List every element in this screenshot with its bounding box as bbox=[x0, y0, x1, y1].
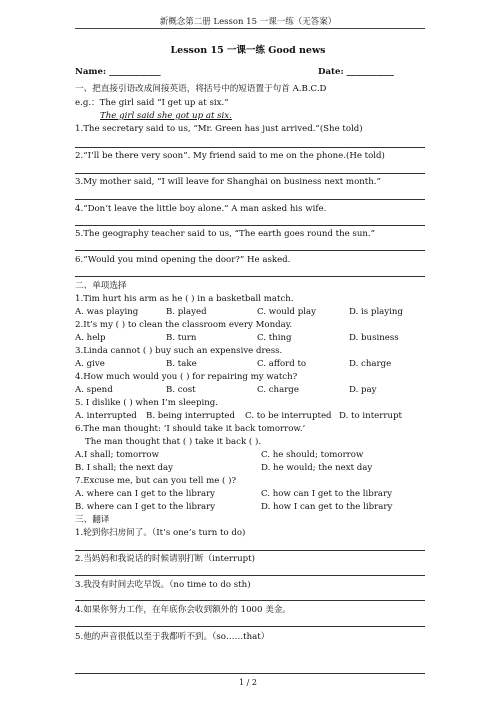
rewrite-item-5: 5.The geography teacher said to us, “The earth goes round the sun.” bbox=[75, 229, 376, 239]
q6-option-b: B. I shall; the next day bbox=[75, 463, 174, 473]
rewrite-item-1: 1.The secretary said to us, “Mr. Green has just arrived.”(She told) bbox=[75, 124, 363, 134]
rewrite-item-6: 6.“Would you mind opening the door?” He asked. bbox=[75, 255, 291, 265]
q5-option-b: B. being interrupted bbox=[146, 411, 235, 421]
q3-option-c: C. afford to bbox=[257, 359, 307, 369]
q7-option-c: C. how can I get to the library bbox=[261, 489, 392, 499]
section2-heading: 二、单项选择 bbox=[75, 281, 127, 291]
translate-line-3 bbox=[75, 600, 425, 601]
question-3: 3.Linda cannot ( ) buy such an expensive dress. bbox=[75, 346, 283, 356]
q7-option-a: A. where can I get to the library bbox=[75, 489, 216, 499]
page-number: 1 / 2 bbox=[239, 678, 257, 687]
q7-option-b: B. where can I get to the library bbox=[75, 502, 216, 512]
translate-item-2: 2.当妈妈和我说话的时候请别打断（interrupt) bbox=[75, 554, 255, 564]
q5-option-a: A. interrupted bbox=[75, 411, 137, 421]
question-5: 5. I dislike ( ) when I’m sleeping. bbox=[75, 398, 219, 408]
question-4: 4.How much would you ( ) for repairing my watch? bbox=[75, 372, 298, 382]
question-2: 2.It’s my ( ) to clean the classroom every Monday. bbox=[75, 320, 293, 330]
q2-option-a: A. help bbox=[75, 333, 106, 343]
date-field-label: Date: ___________ bbox=[318, 67, 394, 77]
answer-line-2 bbox=[75, 173, 425, 174]
running-header: 新概念第二册 Lesson 15 一课一练（无答案） bbox=[159, 17, 337, 27]
header-rule bbox=[75, 28, 425, 29]
q2-option-d: D. business bbox=[349, 333, 399, 343]
translate-item-3: 3.我没有时间去吃早饭。（no time to do sth) bbox=[75, 580, 251, 590]
q5-option-c: C. to be interrupted bbox=[245, 411, 332, 421]
translate-line-5 bbox=[75, 673, 425, 674]
question-1: 1.Tim hurt his arm as he ( ) in a basketball match. bbox=[75, 294, 294, 304]
answer-line-6 bbox=[75, 276, 425, 277]
translate-item-1: 1.轮到你扫房间了。（It’s one’s turn to do) bbox=[75, 528, 246, 538]
translate-item-5: 5.他的声音很低以至于我都听不到。（so……that） bbox=[75, 632, 270, 642]
question-6-sub: The man thought that ( ) take it back ( ). bbox=[85, 437, 262, 447]
translate-line-1 bbox=[75, 550, 425, 551]
question-7: 7.Excuse me, but can you tell me ( )? bbox=[75, 476, 237, 486]
q1-option-d: D. is playing bbox=[349, 307, 403, 317]
q4-option-b: B. cost bbox=[166, 385, 196, 395]
q1-option-b: B. played bbox=[166, 307, 207, 317]
example-label: e.g.： bbox=[75, 98, 100, 108]
example-line bbox=[75, 98, 229, 109]
answer-line-3 bbox=[75, 199, 425, 200]
q6-option-d: D. he would; the next day bbox=[261, 463, 373, 473]
question-6: 6.The man thought: ‘I should take it back tomorrow.’ bbox=[75, 424, 306, 434]
q3-option-a: A. give bbox=[75, 359, 105, 369]
q1-option-a: A. was playing bbox=[75, 307, 139, 317]
section3-heading: 三、翻译 bbox=[75, 515, 110, 525]
q3-option-b: B. take bbox=[166, 359, 197, 369]
translate-item-4: 4.如果你努力工作，在年底你会收到额外的 1000 美金。 bbox=[75, 605, 292, 615]
q4-option-a: A. spend bbox=[75, 385, 113, 395]
answer-line-1 bbox=[75, 147, 425, 148]
q2-option-c: C. thing bbox=[257, 333, 292, 343]
translate-line-2 bbox=[75, 575, 425, 576]
q4-option-c: C. charge bbox=[257, 385, 299, 395]
example-text: The girl said “I get up at six.” bbox=[99, 98, 229, 108]
q1-option-c: C. would play bbox=[257, 307, 317, 317]
translate-line-4 bbox=[75, 626, 425, 627]
q5-option-d: D. to interrupt bbox=[339, 411, 402, 421]
example-answer: The girl said she got up at six. bbox=[100, 111, 232, 121]
q6-option-c: C. he should; tomorrow bbox=[261, 450, 364, 460]
q4-option-d: D. pay bbox=[349, 385, 377, 395]
name-field-label: Name: ____________ bbox=[75, 67, 161, 77]
answer-line-5 bbox=[75, 250, 425, 251]
q2-option-b: B. turn bbox=[166, 333, 197, 343]
answer-line-4 bbox=[75, 225, 425, 226]
q6-option-a: A.I shall; tomorrow bbox=[75, 450, 159, 460]
section1-heading: 一、把直接引语改成间接英语，将括号中的短语置于句首 A.B.C.D bbox=[75, 84, 327, 94]
rewrite-item-4: 4.“Don’t leave the little boy alone.” A man asked his wife. bbox=[75, 204, 327, 214]
rewrite-item-2: 2.“I’ll be there very soon”. My friend said to me on the phone.(He told) bbox=[75, 151, 385, 161]
page-title: Lesson 15 一课一练 Good news bbox=[170, 45, 326, 56]
q3-option-d: D. charge bbox=[349, 359, 392, 369]
rewrite-item-3: 3.My mother said, “I will leave for Shanghai on business next month.” bbox=[75, 177, 381, 187]
q7-option-d: D. how I can get to the library bbox=[261, 502, 393, 512]
